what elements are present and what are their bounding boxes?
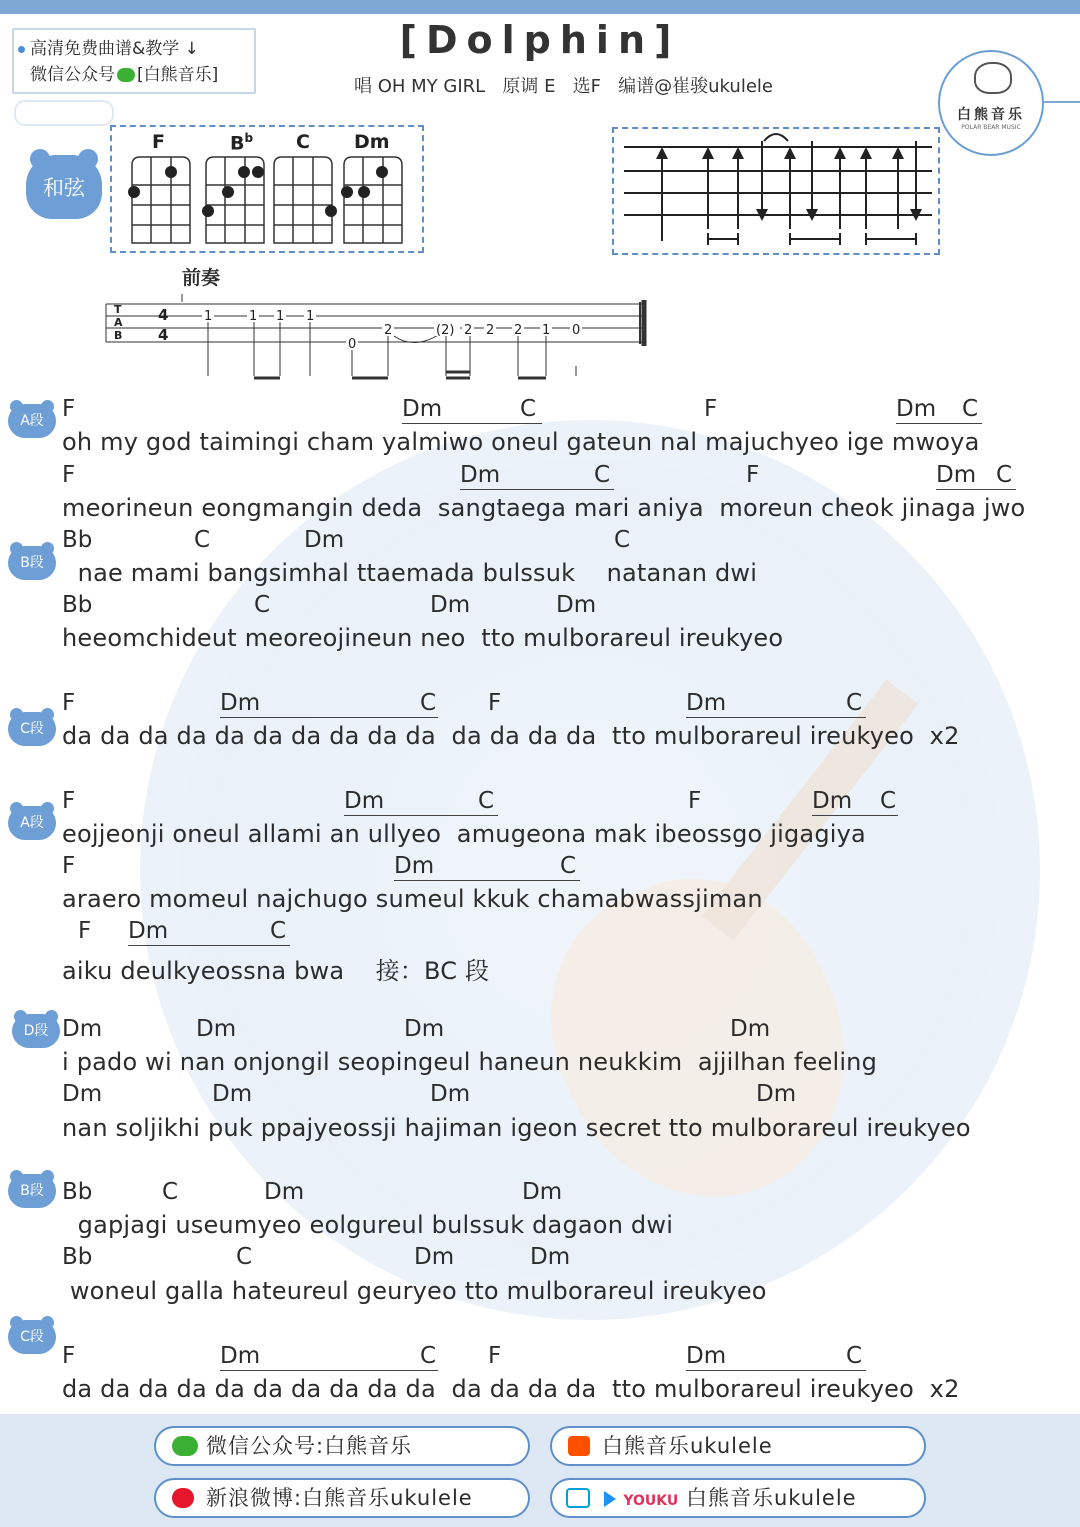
tab-note: 2 xyxy=(514,323,523,338)
chord-label: Dm xyxy=(128,918,169,944)
chord-label: Dm xyxy=(556,592,597,618)
weibo-icon xyxy=(172,1488,194,1508)
chord-label: F xyxy=(62,690,76,716)
chord-label: C xyxy=(420,690,437,716)
chord-label: F xyxy=(62,788,76,814)
wechat-link[interactable]: 微信公众号:白熊音乐 xyxy=(154,1426,530,1466)
chords-badge: 和弦 xyxy=(26,155,102,219)
chord-underline xyxy=(896,423,982,424)
chord-label: Dm xyxy=(730,1016,771,1042)
chord-label: Dm xyxy=(430,592,471,618)
tab-note: 1 xyxy=(542,323,551,338)
chord-label: C xyxy=(594,462,611,488)
chord-name: C xyxy=(296,131,310,153)
chord-name: $B^b$ xyxy=(230,131,254,155)
chord-label: Dm xyxy=(530,1244,571,1270)
chord-label: Dm xyxy=(212,1081,253,1107)
lyric-line: woneul galla hateureul geuryeo tto mulborareul ireukyeo xyxy=(62,1277,767,1305)
tab-letter: T xyxy=(114,303,122,316)
intro-tab xyxy=(104,290,652,382)
chord-underline xyxy=(686,1370,866,1371)
intro-label: 前奏 xyxy=(182,267,221,289)
lyric-line: da da da da da da da da da da da da da da tto mulborareul ireukyeo x2 xyxy=(62,1375,960,1403)
chord-label: Dm xyxy=(460,462,501,488)
top-bar xyxy=(0,0,1080,14)
tab-note: 2 xyxy=(464,323,473,338)
chord-underline xyxy=(394,880,580,881)
tab-note: 1 xyxy=(306,309,315,324)
chord-label: C xyxy=(880,788,897,814)
chord-label: C xyxy=(846,1343,863,1369)
chord-name: F xyxy=(152,131,165,153)
lyric-line: da da da da da da da da da da da da da da tto mulborareul ireukyeo x2 xyxy=(62,722,960,750)
chord-label: Dm xyxy=(344,788,385,814)
lyric-line: nae mami bangsimhal ttaemada bulssuk natanan dwi xyxy=(62,559,758,587)
logo-line xyxy=(1042,101,1080,103)
chord-label: C xyxy=(162,1179,179,1205)
chord-label: Dm xyxy=(812,788,853,814)
chord-underline xyxy=(128,945,290,946)
lyric-line: aiku deulkyeossna bwa 接：BC 段 xyxy=(62,957,490,985)
chord-underline xyxy=(460,489,614,490)
chord-label: C xyxy=(996,462,1013,488)
chord-name: Dm xyxy=(354,131,390,153)
time-sig-bottom: 4 xyxy=(158,326,169,344)
section-badge: B段 xyxy=(8,1174,56,1208)
lyric-line: oh my god taimingi cham yalmiwo oneul gateun nal majuchyeo ige mwoya xyxy=(62,428,980,456)
section-badge: C段 xyxy=(8,712,56,746)
tab-letter: A xyxy=(114,316,123,329)
lyric-line: araero momeul najchugo sumeul kkuk chamabwassjiman xyxy=(62,885,763,913)
section-badge: A段 xyxy=(8,404,56,438)
tab-note: 0 xyxy=(348,337,357,352)
chord-label: Dm xyxy=(62,1016,103,1042)
tab-note: 2 xyxy=(384,323,393,338)
tab-note: 1 xyxy=(249,309,258,324)
chord-underline xyxy=(344,815,498,816)
ukulele-deco-icon xyxy=(14,100,114,126)
tab-note: 1 xyxy=(276,309,285,324)
chord-underline xyxy=(220,1370,438,1371)
strum-diagram xyxy=(614,129,938,253)
chord-label: Dm xyxy=(220,690,261,716)
lyric-line: heeomchideut meoreojineun neo tto mulborareul ireukyeo xyxy=(62,624,784,652)
section-badge: D段 xyxy=(12,1014,60,1048)
time-sig-top: 4 xyxy=(158,306,169,324)
chord-label: Dm xyxy=(402,396,443,422)
section-badge: B段 xyxy=(8,546,56,580)
chord-label: Dm xyxy=(220,1343,261,1369)
chord-label: Dm xyxy=(304,527,345,553)
bilibili-icon xyxy=(566,1488,590,1508)
section-badge: C段 xyxy=(8,1320,56,1354)
youku-icon xyxy=(604,1491,616,1507)
lyric-line: gapjagi useumyeo eolgureul bulssuk dagaon dwi xyxy=(62,1211,674,1239)
chord-label: C xyxy=(962,396,979,422)
chord-label: C xyxy=(254,592,271,618)
chord-label: C xyxy=(846,690,863,716)
chord-label: Bb xyxy=(62,1244,93,1270)
wechat-icon xyxy=(172,1436,198,1456)
chord-underline xyxy=(936,489,1016,490)
chord-label: F xyxy=(704,396,718,422)
chord-label: F xyxy=(688,788,702,814)
chord-label: F xyxy=(62,1343,76,1369)
tab-letter: B xyxy=(114,329,123,342)
chord-label: Dm xyxy=(686,690,727,716)
chord-underline xyxy=(812,815,898,816)
chord-label: Dm xyxy=(686,1343,727,1369)
chord-label: Dm xyxy=(756,1081,797,1107)
section-badge: A段 xyxy=(8,806,56,840)
chord-label: Dm xyxy=(896,396,937,422)
chord-label: C xyxy=(236,1244,253,1270)
chord-underline xyxy=(686,717,866,718)
chord-label: Bb xyxy=(62,592,93,618)
chord-label: Dm xyxy=(62,1081,103,1107)
logo-sub: POLAR BEAR MUSIC xyxy=(961,124,1021,131)
chord-label: F xyxy=(62,853,76,879)
lyric-line: nan soljikhi puk ppajyeossji hajiman igeon secret tto mulborareul ireukyeo xyxy=(62,1114,971,1142)
lyric-line: eojjeonji oneul allami an ullyeo amugeona mak ibeossgo jigagiya xyxy=(62,820,866,848)
chord-label: Dm xyxy=(264,1179,305,1205)
taobao-icon xyxy=(568,1436,590,1456)
chord-label: Bb xyxy=(62,527,93,553)
tab-note: 2 xyxy=(486,323,495,338)
chord-label: C xyxy=(614,527,631,553)
logo-name: 白熊音乐 xyxy=(957,107,1025,123)
chord-label: Dm xyxy=(414,1244,455,1270)
chord-label: Dm xyxy=(196,1016,237,1042)
wechat-icon xyxy=(117,68,135,82)
brand-logo xyxy=(938,50,1044,156)
chord-label: F xyxy=(488,690,502,716)
chord-label: Dm xyxy=(404,1016,445,1042)
bear-icon xyxy=(974,62,1012,94)
taobao-link[interactable]: 白熊音乐ukulele xyxy=(550,1426,926,1466)
chord-label: F xyxy=(488,1343,502,1369)
chord-label: F xyxy=(746,462,760,488)
weibo-link[interactable]: 新浪微博:白熊音乐ukulele xyxy=(154,1478,530,1518)
promo-line-1: 高清免费曲谱&教学 ↓ xyxy=(30,39,199,59)
chord-label: C xyxy=(520,396,537,422)
song-subtitle: 唱 OH MY GIRL 原调 E 选F 编谱@崔骏ukulele xyxy=(354,76,773,97)
tab-note: (2) xyxy=(436,323,455,338)
chord-label: C xyxy=(270,918,287,944)
chord-label: C xyxy=(194,527,211,553)
video-link[interactable]: YOUKU 白熊音乐ukulele xyxy=(550,1478,926,1518)
chord-label: C xyxy=(560,853,577,879)
chord-label: F xyxy=(62,396,76,422)
chord-label: Bb xyxy=(62,1179,93,1205)
lyric-line: meorineun eongmangin deda sangtaega mari aniya moreun cheok jinaga jwo xyxy=(62,494,1026,522)
chord-label: Dm xyxy=(394,853,435,879)
chord-diagrams xyxy=(110,125,424,253)
lyric-line: i pado wi nan onjongil seopingeul haneun neukkim ajjilhan feeling xyxy=(62,1048,878,1076)
promo-line-2: 微信公众号 [白熊音乐] xyxy=(30,65,219,85)
chord-label: C xyxy=(478,788,495,814)
chord-label: Dm xyxy=(430,1081,471,1107)
strum-pattern xyxy=(612,127,940,255)
chord-label: F xyxy=(62,462,76,488)
song-title: [Dolphin] xyxy=(399,18,681,62)
chord-grids xyxy=(112,127,422,251)
tab-note: 0 xyxy=(572,323,581,338)
chord-label: F xyxy=(78,918,92,944)
chord-label: C xyxy=(420,1343,437,1369)
chord-underline xyxy=(220,717,438,718)
chord-label: Dm xyxy=(936,462,977,488)
chord-underline xyxy=(402,423,542,424)
chord-label: Dm xyxy=(522,1179,563,1205)
tab-note: 1 xyxy=(204,309,213,324)
